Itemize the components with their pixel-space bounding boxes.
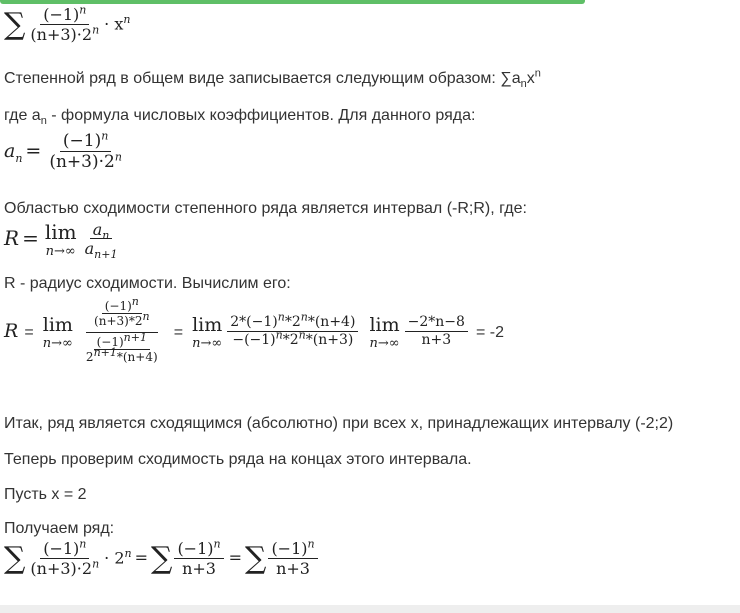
text-line-5: Итак, ряд является сходящимся (абсолютно) при всех x, принадлежащих интервалу (-2;2) [4,415,674,432]
text-line-6: Теперь проверим сходимость ряда на концах этого интервала. [4,451,472,468]
text-line-8: Получаем ряд: [4,520,115,537]
endpoint-series-formula: ∑ $\frac{(-1)^n}{(n+3)\cdot 2^n}$ · $2^n$ = ∑ $\frac{(-1)^n}{n+3}$ = ∑ $\frac{(-1)^n}{n+3}$ [4,540,320,578]
text-line-2: где $a_n$ - формула числовых коэффициентов. Для данного ряда: [4,107,476,128]
text-line-1: Степенной ряд в общем виде записывается следующим образом: $\sum a_nx^n$ [4,67,541,91]
series-formula: ∑ $\frac{(-1)^n}{(n+3)\cdot 2^n}$ · $x^n$ [4,3,131,44]
coefficient-formula: $a_n$ = $\frac{(-1)^n}{(n+3)\cdot 2^n}$ [4,129,122,172]
radius-calculation: R = lim n→∞ $\frac{\frac{(-1)^n}{(n+3)*2^n}}{\frac{(-1)^{n+1}}{2^{n+1}*(n+4)}}$ = lim n→∞ $\frac{2*(-1)^n*2^n*(n+4)}{-(-1)^n*2^n*(n+3)}$ lim n→∞ $\frac{-2*n-8}{n+3}$ = -2 [4,295,504,364]
text-line-7: Пусть x = 2 [4,486,87,503]
radius-formula: R = lim n→∞ $\frac{a_n}{a_{n+1}}$ [4,219,118,262]
bottom-scroll-area [0,605,740,613]
text-line-3: Областью сходимости степенного ряда является интервал (-R;R), где: [4,200,527,217]
text-line-4: R - радиус сходимости. Вычислим его: [4,275,291,292]
top-accent-bar [0,0,585,4]
